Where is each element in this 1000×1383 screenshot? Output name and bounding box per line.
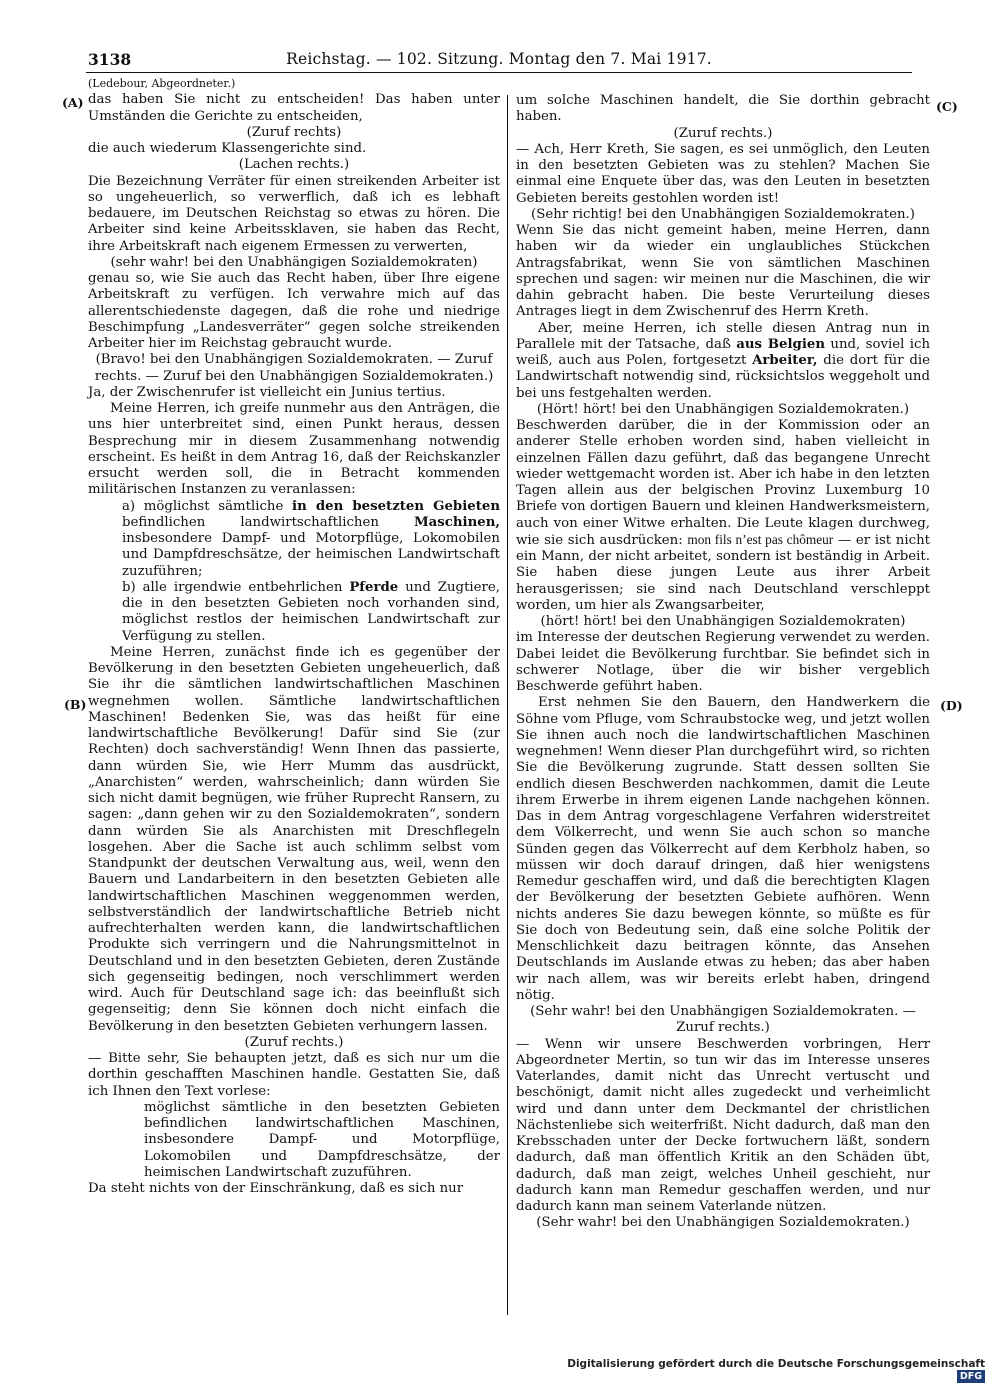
paragraph: — Ach, Herr Kreth, Sie sagen, es sei unmöglich, den Leuten in den besetzten Gebieten was zu stehlen? Machen Sie einmal eine Enquete über das, was den Leuten in besetzten Gebieten bereits gestohlen worden ist!	[516, 141, 930, 206]
paragraph: Da steht nichts von der Einschränkung, daß es sich nur	[88, 1181, 464, 1196]
page-title: Reichstag. — 102. Sitzung. Montag den 7. Mai 1917.	[286, 50, 712, 68]
header-rule	[86, 72, 912, 73]
interjection: (Zuruf rechts.)	[244, 1034, 344, 1050]
paragraph: Meine Herren, ich greife nunmehr aus den Anträgen, die uns hier unterbreitet sind, einen Punkt heraus, dessen Besprechung mir in diesem Zusammenhang notwendig erscheint. Es heißt in dem Antrag 16, daß der Reichskanzler ersucht werden soll, die in Betracht kommenden militärischen Instanzen zu veranlassen:	[88, 401, 500, 498]
margin-marker-c: (C)	[936, 99, 958, 114]
paragraph: Aber, meine Herren, ich stelle diesen Antrag nun in Parallele mit der Tatsache, daß aus Belgien und, soviel ich weiß, auch aus Polen, fortgesetzt Arbeiter, die dort für die Landwirtschaft notwendig sind, rücksichtslos weggeholt und bei uns festgehalten werden.	[516, 320, 931, 401]
digitization-credit	[560, 1358, 985, 1382]
interjection: (Sehr wahr! bei den Unabhängigen Sozialdemokraten. — Zuruf rechts.)	[530, 1004, 916, 1036]
interjection: (Bravo! bei den Unabhängigen Sozialdemokraten. — Zuruf rechts. — Zuruf bei den Unabhängigen Sozialdemokraten.)	[94, 352, 494, 384]
left-column	[88, 76, 500, 1197]
page-number: 3138	[88, 50, 132, 69]
paragraph: Wenn Sie das nicht gemeint haben, meine Herren, dann haben wir da wieder ein unglaubliches Stückchen Antragsfabrikat, wenn Sie von sämtlichen Maschinen sprechen und sagen: wir meinen nur die Maschinen, die wir dahin gebracht haben. Die beste Verurteilung dieses Antrages liegt in dem Zwischenruf des Herrn Kreth.	[516, 223, 930, 320]
interjection: (Zuruf rechts)	[246, 124, 342, 140]
paragraph: im Interesse der deutschen Regierung verwendet zu werden. Dabei leidet die Bevölkerung furchtbar. Sie befindet sich in schwerer Notlage, über die wir bisher vergeblich Beschwerde geführt haben.	[516, 630, 930, 694]
paragraph: Meine Herren, zunächst finde ich es gegenüber der Bevölkerung in den besetzten Gebieten ungeheuerlich, daß Sie ihr die sämtlichen landwirtschaftlichen Maschinen wegnehmen wollen. Sämtliche landwirtschaftlichen Maschinen! Bedenken Sie, was das heißt für eine landwirtschaftliche Bevölkerung! Dafür sind Sie (zur Rechten) doch sachverständig! Wenn Ihnen das passierte, dann würden Sie, wie Herr Mumm das ausdrückt, „Anarchisten“ werden, wahrscheinlich; dann würden Sie sich nicht damit begnügen, wie früher Ruprecht Ransern, zu sagen: „dann gehen wir zu den Sozialdemokraten“, sondern dann würden Sie als Anarchisten mit Dreschflegeln losgehen. Aber die Sache ist auch schlimm selbst vom Standpunkt der deutschen Verwaltung aus, weil, wenn den Bauern und Landarbeitern in den besetzten Gebieten alle landwirtschaftlichen Maschinen weggenommen werden, selbstverständlich der landwirtschaftliche Betrieb nicht aufrechterhalten werden kann, die landwirtschaftlichen Produkte sich verringern und die Nahrungsmittelnot in Deutschland und in den besetzten Gebieten, deren Zustände sich gegenseitig bedingen, noch verschlimmert werden wird. Auch für Deutschland sage ich: das beeinflußt sich gegenseitig; denn Sie können doch nicht einfach die Bevölkerung in den besetzten Gebieten verhungern lassen.	[88, 644, 500, 1034]
interjection: (hört! hört! bei den Unabhängigen Sozialdemokraten)	[540, 614, 906, 629]
column-divider	[507, 95, 508, 1315]
margin-marker-b: (B)	[64, 697, 87, 712]
interjection: (Hört! hört! bei den Unabhängigen Sozialdemokraten.)	[536, 401, 910, 417]
paragraph: Die Bezeichnung Verräter für einen streikenden Arbeiter ist so ungeheuerlich, so verwerflich, daß ich es lebhaft bedauere, im Deutschen Reichstag so etwas zu hören. Die Arbeiter sind keine Arbeitssklaven, sie haben das Recht, ihre Arbeitskraft nach eigenem Ermessen zu verwerten,	[88, 173, 500, 254]
dfg-logo: DFG	[957, 1370, 985, 1383]
paragraph: die auch wiederum Klassengerichte sind.	[88, 141, 367, 156]
credit-text: Digitalisierung gefördert durch die Deutsche Forschungsgemeinschaft	[567, 1358, 985, 1370]
paragraph: um solche Maschinen handelt, die Sie dorthin gebracht haben.	[516, 93, 930, 125]
interjection: (sehr wahr! bei den Unabhängigen Sozialdemokraten)	[110, 254, 478, 270]
interjection: (Sehr wahr! bei den Unabhängigen Sozialdemokraten.)	[536, 1215, 910, 1231]
interjection: (Lachen rechts.)	[238, 157, 350, 173]
paragraph: Ja, der Zwischenrufer ist vielleicht ein Junius tertius.	[88, 384, 446, 400]
margin-marker-d: (D)	[940, 698, 963, 713]
paragraph: — Wenn wir unsere Beschwerden vorbringen, Herr Abgeordneter Mertin, so tun wir das im Interesse unseres Vaterlandes, damit nicht das Unrecht vertuscht und beschönigt, damit nicht alles zugedeckt und verheimlicht wird und dann unter dem Deckmantel der christlichen Nächstenliebe sich weiterfrißt. Nicht dadurch, daß man den Krebsschaden unter der Decke fortwuchern läßt, sondern dadurch, daß man öffentlich Kritik an den Schäden übt, dadurch, daß man zeigt, welches Unheil geschieht, nur dadurch kann man Remedur geschaffen werden, und nur dadurch kann man seinem Vaterlande nützen.	[516, 1036, 930, 1214]
speaker-label: (Ledebour, Abgeordneter.)	[88, 77, 236, 90]
paragraph: genau so, wie Sie auch das Recht haben, über Ihre eigene Arbeitskraft zu verfügen. Ich verwahre mich auf das allerentschiedenste dagegen, daß die rohe und niedrige Beschimpfung „Landesverräter“ gegen solche streikenden Arbeiter hier im Reichstag gebraucht wurde.	[88, 271, 500, 351]
right-column	[516, 93, 930, 1232]
interjection: (Zuruf rechts.)	[673, 125, 773, 141]
paragraph: Erst nehmen Sie den Bauern, den Handwerkern die Söhne vom Pfluge, vom Schraubstocke weg, und jetzt wollen Sie ihnen auch noch die landwirtschaftlichen Maschinen wegnehmen! Wenn dieser Plan durchgeführt wird, so richten Sie die Bevölkerung zugrunde. Statt dessen sollten Sie endlich diesen Beschwerden nachkommen, damit die Leute ihrem Erwerbe in ihrem eigenen Lande nachgehen können. Das in dem Antrag vorgeschlagene Verfahren widerstreitet dem Völkerrecht, und wenn Sie auch schon so manche Sünden gegen das Völkerrecht auf dem Kerbholz haben, so müssen wir doch darauf dringen, daß hier wenigstens Remedur geschaffen wird, und daß die berechtigten Klagen der Bevölkerung der besetzten Gebiete aufhören. Wenn nichts anderes Sie dazu bewegen könnte, so müßte es für Sie doch von Bedeutung sein, daß eine solche Politik der Menschlichkeit dazu beitragen könnte, das Ansehen Deutschlands im Auslande etwas zu heben; das aber haben wir nach allem, was wir bereits erlebt haben, dringend nötig.	[516, 695, 930, 1003]
motion-item-a: a) möglichst sämtliche in den besetzten Gebieten befindlichen landwirtschaftlichen Maschinen, insbesondere Dampf- und Motorpflüge, Lokomobilen und Dampfdreschsätze, der heimischen Landwirtschaft zuzuführen;	[122, 498, 500, 579]
margin-marker-a: (A)	[62, 95, 84, 110]
paragraph: Beschwerden darüber, die in der Kommission oder an anderer Stelle erhoben worden sind, haben vielleicht in einzelnen Fällen dazu geführt, daß das begangene Unrecht wieder wettgemacht worden ist. Aber ich habe in den letzten Tagen allein aus der belgischen Provinz Luxemburg 10 Briefe von dortigen Bauern und kleinen Handwerksmeistern, auch von einer Witwe erhalten. Die Leute klagen durchweg, wie sie sich ausdrücken: mon fils n’est pas chômeur — er ist nicht ein Mann, der nicht arbeitet, sondern ist beständig in Arbeit. Sie haben diese jungen Leute aus ihrer Arbeit herausgerissen; sie sind nach Deutschland verschleppt worden, um hier als Zwangsarbeiter,	[516, 418, 930, 613]
interjection: (Sehr richtig! bei den Unabhängigen Sozialdemokraten.)	[531, 206, 915, 222]
page-header	[88, 50, 910, 72]
quoted-text: möglichst sämtliche in den besetzten Gebieten befindlichen landwirtschaftlichen Maschinen, insbesondere Dampf- und Motorpflüge, Lokomobilen und Dampfdreschsätze, der heimischen Landwirtschaft zuzuführen.	[144, 1099, 500, 1180]
paragraph: das haben Sie nicht zu entscheiden! Das haben unter Umständen die Gerichte zu entscheiden,	[88, 92, 500, 124]
motion-item-b: b) alle irgendwie entbehrlichen Pferde und Zugtiere, die in den besetzten Gebieten noch vorhanden sind, möglichst restlos der heimischen Landwirtschaft zur Verfügung zu stellen.	[122, 579, 500, 644]
paragraph: — Bitte sehr, Sie behaupten jetzt, daß es sich nur um die dorthin geschafften Maschinen handle. Gestatten Sie, daß ich Ihnen den Text vorlese:	[88, 1051, 500, 1099]
